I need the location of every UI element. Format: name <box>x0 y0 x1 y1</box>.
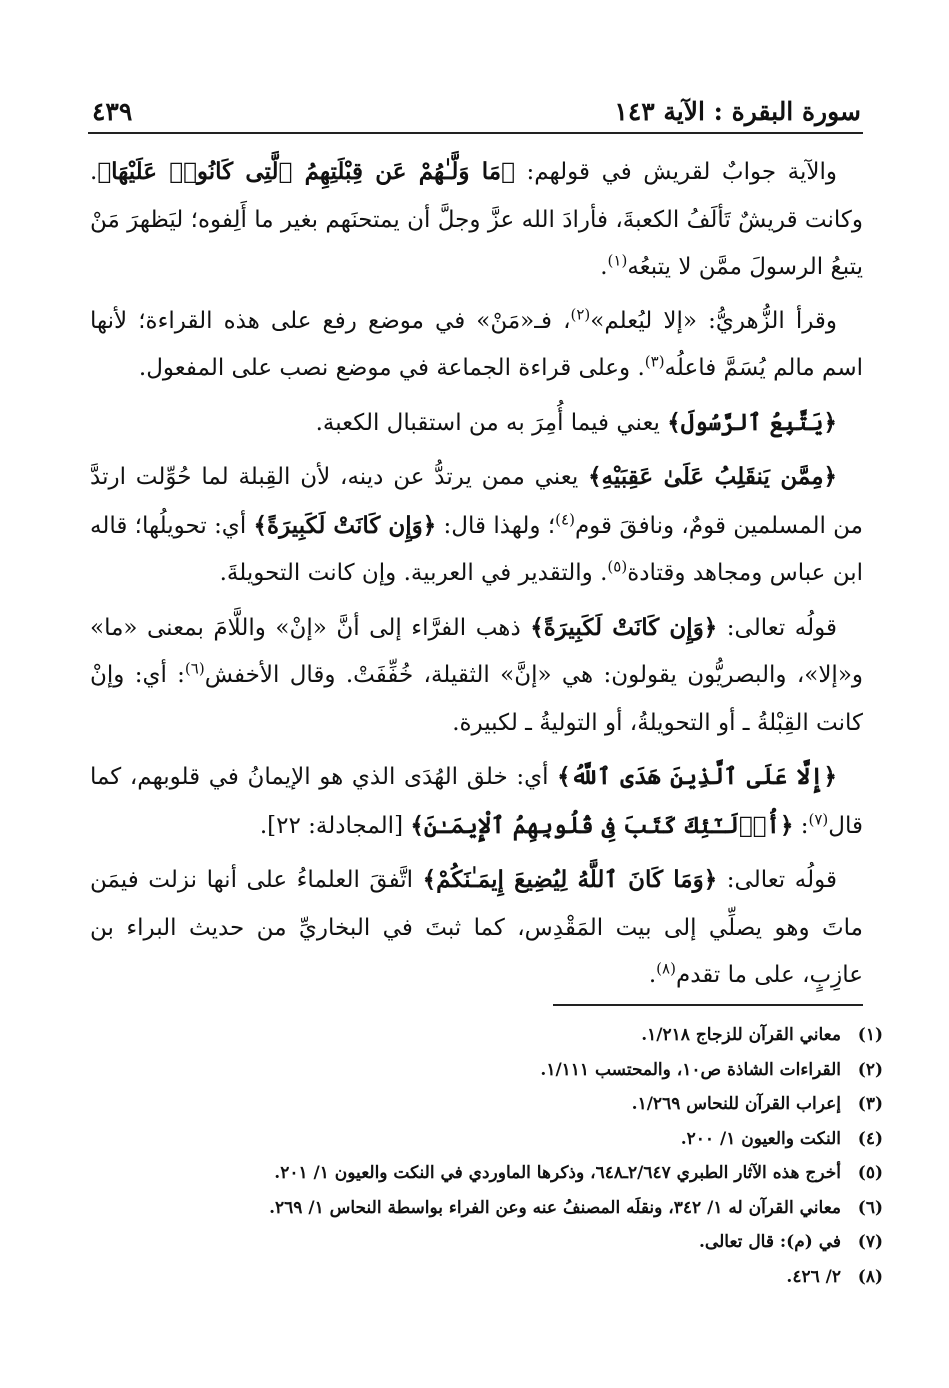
text-segment: . <box>648 962 657 988</box>
quran-verse: ﴿يَتَّبِعُ ٱلرَّسُولَ﴾ <box>667 408 837 436</box>
paragraph <box>90 604 863 748</box>
text-segment: يعني ممن يرتدُّ عن دينه، لأن القِبلة لما حُوِّلت ارتدَّ من المسلمين قومٌ، ونافقَ قوم <box>90 464 863 539</box>
footnote-number: (٨) <box>857 1266 883 1287</box>
quran-verse: ﴿مَا وَلَّـٰهُمْ عَن قِبْلَتِهِمُ ٱلَّتِى كَانُوا۟ عَلَيْهَا﴾ <box>97 158 515 185</box>
footnote-item <box>90 1260 883 1295</box>
text-segment: . وعلى قراءة الجماعة في موضع نصب على المفعول. <box>138 355 645 381</box>
text-segment: . والتقدير في العربية. وإن كانت التحويلةَ. <box>219 560 608 586</box>
running-header <box>92 86 861 126</box>
footnote-marker: (١) <box>607 251 628 270</box>
footnotes-section <box>90 1018 883 1294</box>
footnote-item <box>90 1191 883 1226</box>
footnote-text: معاني القرآن للزجاج ١/٢١٨. <box>641 1025 841 1045</box>
footnote-number: (٢) <box>857 1059 883 1080</box>
footnote-number: (٧) <box>857 1232 883 1252</box>
footnote-text: القراءات الشاذة ص١٠، والمحتسب ١/١١١. <box>540 1059 841 1080</box>
paragraph <box>90 399 863 448</box>
paragraph <box>90 298 863 393</box>
footnote-item <box>90 1156 883 1191</box>
quran-verse: ﴿وَإِن كَانَتْ لَكَبِيرَةً﴾ <box>253 511 437 539</box>
page-number: ٤٣٩ <box>92 97 133 126</box>
footnote-item <box>90 1018 883 1053</box>
header-divider <box>88 132 863 134</box>
text-segment: . <box>600 254 608 280</box>
footnote-marker: (٨) <box>656 959 676 978</box>
footnote-text: في (م): قال تعالى. <box>699 1232 841 1252</box>
header-title: سورة البقرة : الآية ١٤٣ <box>614 97 861 126</box>
text-segment: ذهب الفرَّاء إلى أنَّ «إنْ» واللَّامَ بمعنى «ما» و«إلا»، والبصريُّون يقولون: هي «إنَّ» الثقيلة، خُفِّفَتْ. وقال الأخفش <box>90 614 864 688</box>
text-segment: أي: خلق الهُدَى الذي هو الإيمانُ في قلوبهم، كما قال <box>90 764 863 839</box>
footnote-text: معاني القرآن له ١/ ٣٤٢، ونقلَه المصنفُ عنه وعن الفراء بواسطة النحاس ١/ ٢٦٩. <box>269 1197 841 1218</box>
footnote-marker: (٣) <box>644 352 665 371</box>
paragraph <box>90 856 863 1000</box>
footnote-text: ٢/ ٤٢٦. <box>786 1266 841 1287</box>
paragraph <box>90 753 863 850</box>
text-segment: قولُه تعالى: <box>717 614 837 641</box>
text-segment: أي: تحويلُها؛ قاله ابن عباس ومجاهد وقتادة <box>90 512 863 586</box>
footnote-item <box>90 1053 883 1088</box>
footnote-item <box>90 1122 883 1157</box>
text-segment: : <box>793 812 809 839</box>
quran-verse: ﴿إِلَّا عَلَى ٱلَّذِينَ هَدَى ٱللَّهُ﴾ <box>557 763 838 790</box>
footnote-text: إعراب القرآن للنحاس ١/٢٦٩. <box>631 1094 841 1114</box>
footnote-number: (١) <box>857 1025 883 1045</box>
text-segment: والآية جوابٌ لقريش في قولهم: <box>514 159 837 185</box>
footnote-marker: (٥) <box>607 557 628 576</box>
text-segment: ؛ ولهذا قال: <box>436 512 556 539</box>
footnote-marker: (٧) <box>808 809 829 828</box>
quran-verse: ﴿وَمَا كَانَ ٱللَّهُ لِيُضِيعَ إِيمَـٰنَكُمْ﴾ <box>422 866 718 893</box>
quran-verse: ﴿أُو۟لَـٰٓئِكَ كَتَبَ فِى قُلُوبِهِمُ ٱلْإِيمَـٰنَ﴾ <box>410 811 794 839</box>
footnote-marker: (٤) <box>555 509 575 528</box>
footnote-divider <box>553 1004 863 1006</box>
text-segment: يعني فيما أُمِرَ به من استقبال الكعبة. <box>315 409 668 436</box>
footnote-item <box>90 1087 883 1122</box>
footnote-number: (٦) <box>857 1197 883 1218</box>
paragraph <box>90 148 863 292</box>
text-segment: ، فـ«مَنْ» في موضع رفع على هذه القراءة؛ لأنها اسم مالم يُسَمَّ فاعلُه <box>90 307 863 381</box>
main-text <box>90 148 863 1006</box>
footnote-text: النكت والعيون ١/ ٢٠٠. <box>680 1128 841 1149</box>
text-segment: اتَّفقَ العلماءُ على أنها نزلت فيمَن ماتَ وهو يصلِّي إلى بيت المَقْدِس، كما ثبتَ في البخاريِّ من حديث البراء بن عازِبٍ، على ما تقدم <box>90 867 863 988</box>
quran-verse: ﴿مِمَّن يَنقَلِبُ عَلَىٰ عَقِبَيْهِ﴾ <box>588 463 837 490</box>
footnote-marker: (٢) <box>570 304 591 323</box>
footnote-text: أخرج هذه الآثار الطبري ٢/٦٤٧ـ٦٤٨، وذكرها الماوردي في النكت والعيون ١/ ٢٠١. <box>274 1163 841 1183</box>
quran-verse: ﴿وَإِن كَانَتْ لَكَبِيرَةً﴾ <box>530 613 718 641</box>
text-segment: : أي: وإنْ كانت القِبْلةُ ـ أو التحويلةُ، أو التوليةُ ـ لكبيرة. <box>90 662 863 736</box>
footnote-number: (٣) <box>857 1094 883 1114</box>
text-segment: وقرأ الزُّهريُّ: «إلا ليُعلم» <box>590 307 838 334</box>
footnote-item <box>90 1225 883 1260</box>
text-segment: قولُه تعالى: <box>717 867 837 893</box>
footnote-number: (٥) <box>857 1163 883 1183</box>
paragraph <box>90 453 863 598</box>
footnote-marker: (٦) <box>184 659 205 678</box>
text-segment: [المجادلة: ٢٢]. <box>259 812 411 839</box>
text-segment: . وكانت قريشٌ تَألَفُ الكعبةَ، فأرادَ الله عزَّ وجلَّ أن يمتحنَهم بغير ما أَلِفوه؛ ليَظهرَ مَنْ يتبعُ الرسولَ ممَّن لا يتبعُه <box>90 159 863 280</box>
footnote-number: (٤) <box>857 1128 883 1149</box>
